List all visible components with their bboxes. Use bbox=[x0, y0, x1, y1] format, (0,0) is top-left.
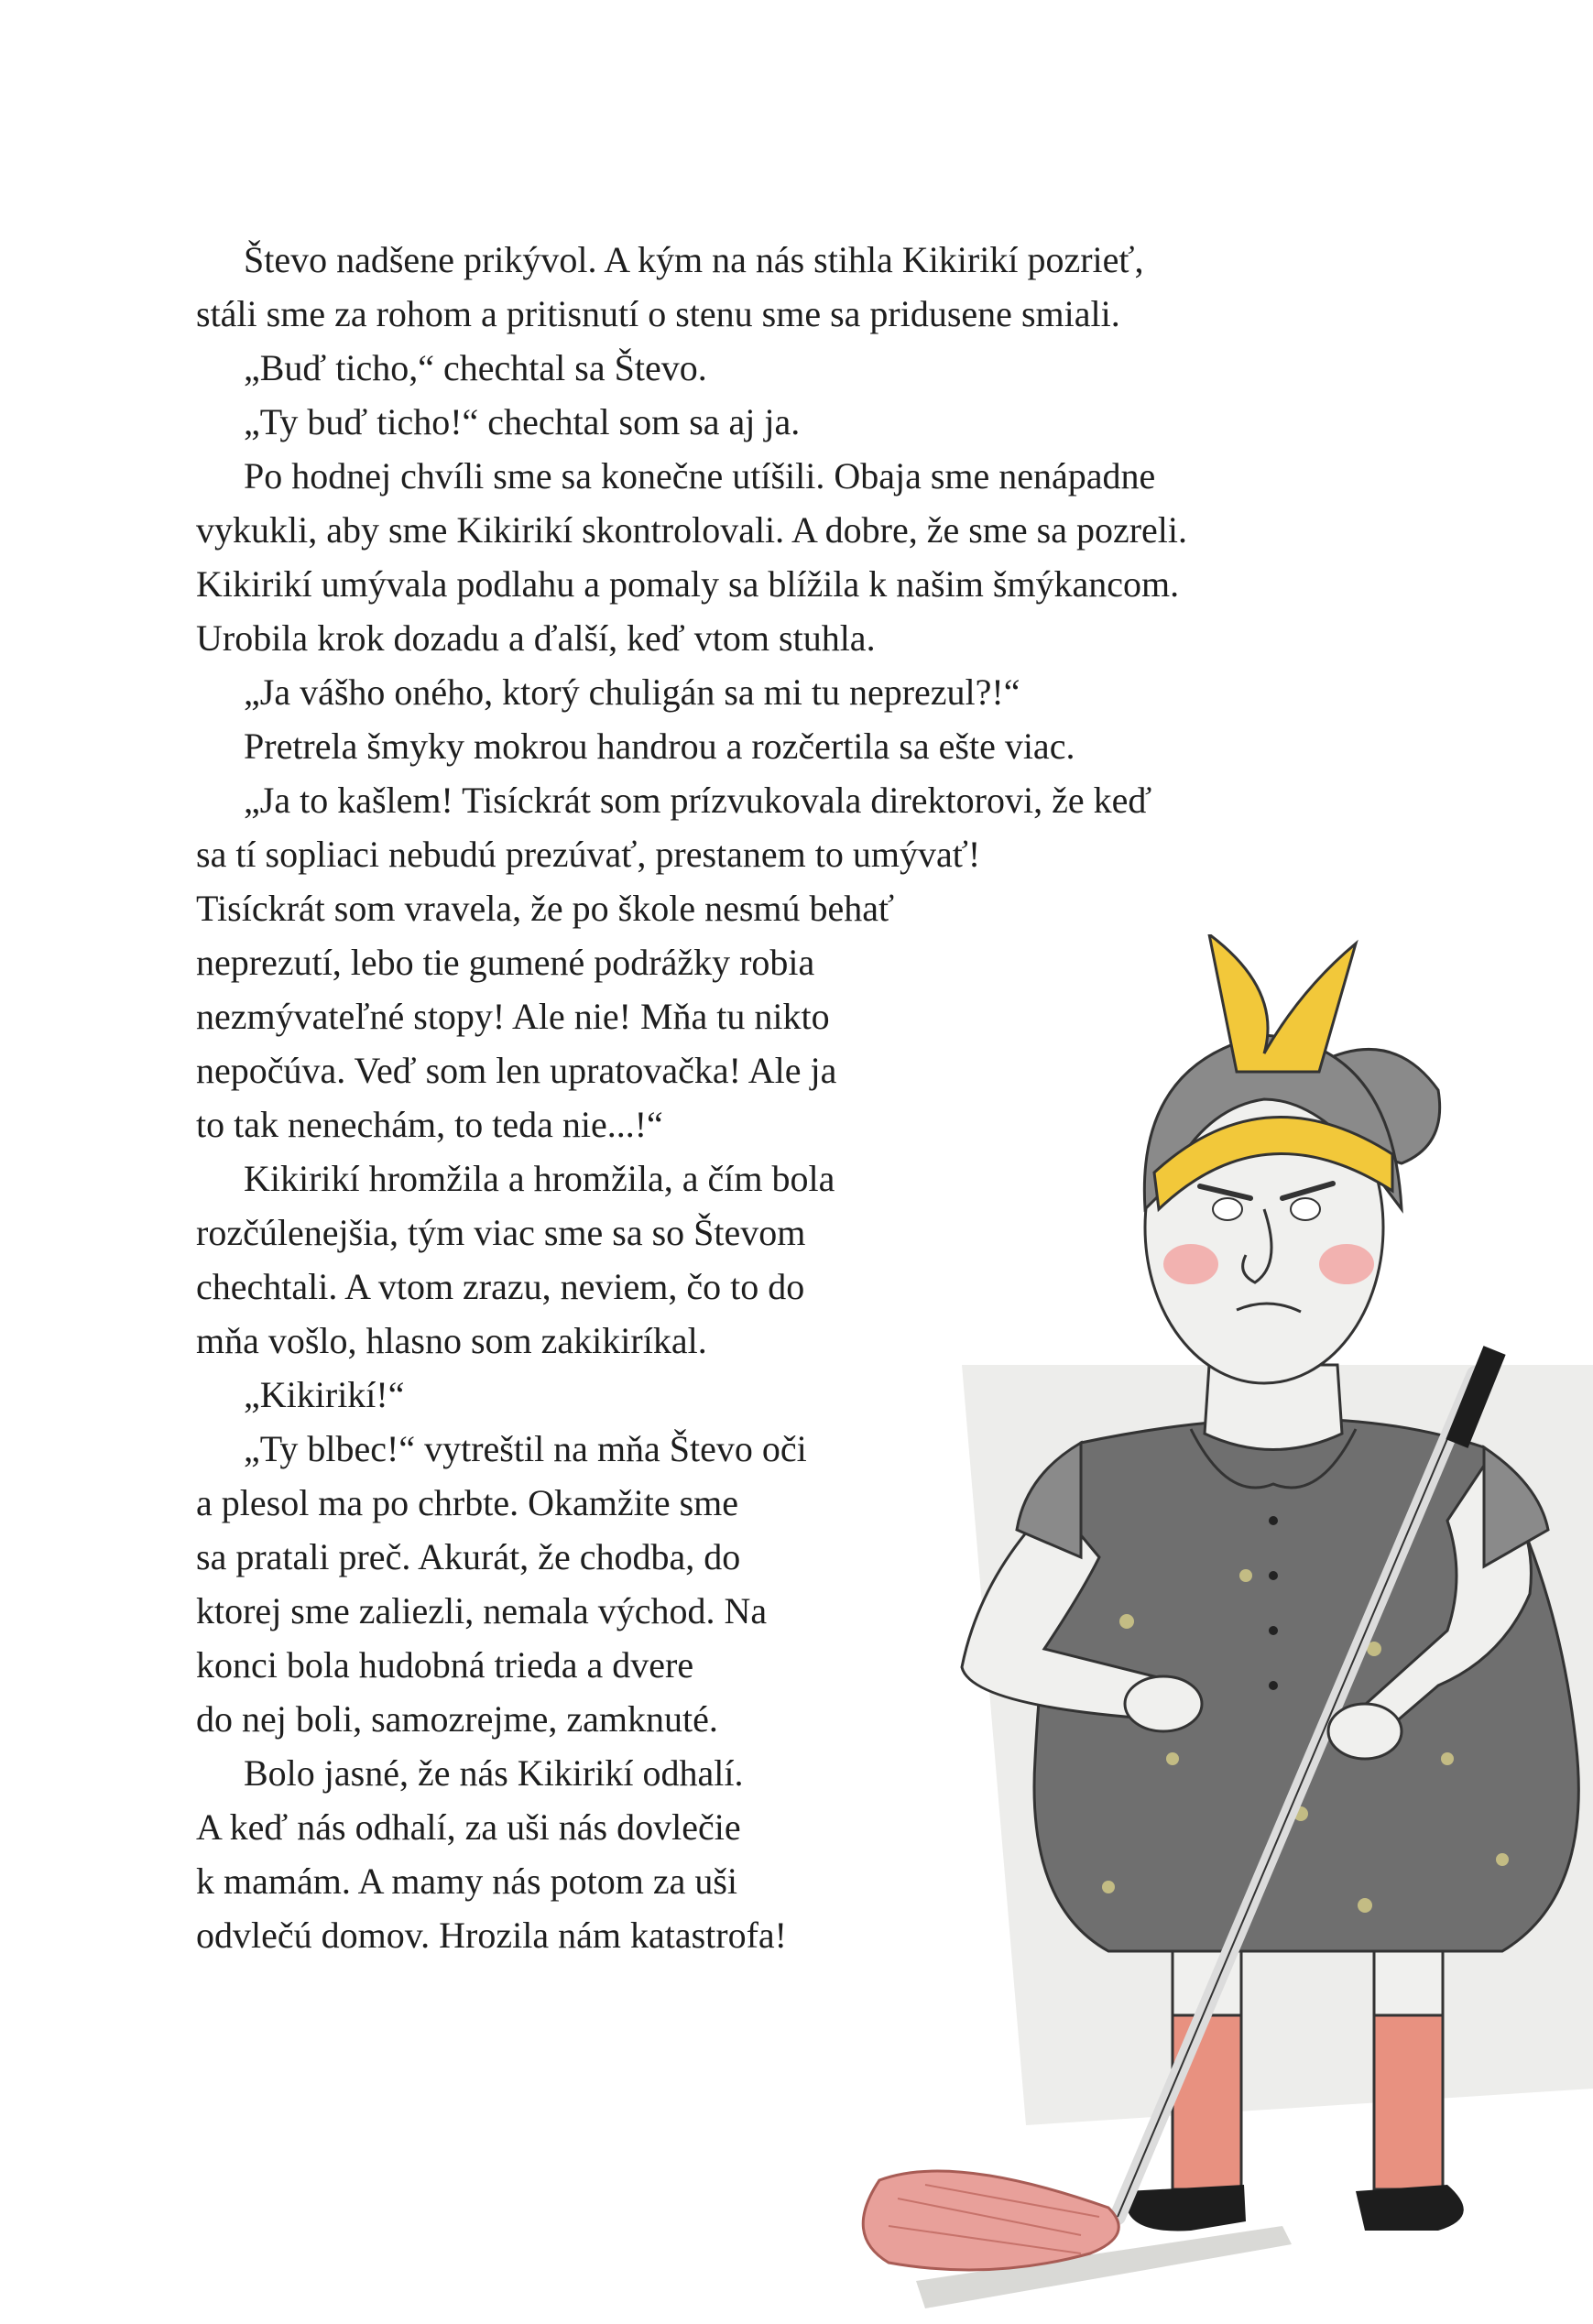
left-eye bbox=[1213, 1198, 1242, 1220]
text-line: Kikirikí umývala podlahu a pomaly sa blížila k našim šmýkancom. bbox=[196, 563, 1180, 605]
text-line: „Kikirikí!“ bbox=[244, 1374, 405, 1415]
text-line: odvlečú domov. Hrozila nám katastrofa! bbox=[196, 1915, 787, 1956]
text-line: „Ja to kašlem! Tisíckrát som prízvukovala direktorovi, že keď bbox=[244, 780, 1152, 821]
left-hand bbox=[1125, 1676, 1202, 1731]
left-sock bbox=[1173, 2015, 1241, 2189]
text-line: chechtali. A vtom zrazu, neviem, čo to do bbox=[196, 1266, 805, 1307]
text-line: k mamám. A mamy nás potom za uši bbox=[196, 1860, 738, 1902]
text-line: A keď nás odhalí, za uši nás dovlečie bbox=[196, 1806, 741, 1848]
text-line: nepočúva. Veď som len upratovačka! Ale ja bbox=[196, 1050, 837, 1091]
text-line: Bolo jasné, že nás Kikirikí odhalí. bbox=[244, 1752, 744, 1794]
text-line: „Buď ticho,“ chechtal sa Števo. bbox=[244, 347, 707, 388]
text-line: Po hodnej chvíli sme sa konečne utíšili. Obaja sme nenápadne bbox=[244, 455, 1156, 496]
right-hand bbox=[1328, 1704, 1402, 1759]
text-line: rozčúlenejšia, tým viac sme sa so Števom bbox=[196, 1212, 806, 1253]
bandana-knot bbox=[1209, 934, 1356, 1072]
right-shoe bbox=[1356, 2185, 1464, 2231]
text-line: sa pratali preč. Akurát, že chodba, do bbox=[196, 1536, 741, 1577]
right-cheek bbox=[1319, 1244, 1374, 1284]
text-line: nezmývateľné stopy! Ale nie! Mňa tu nikto bbox=[196, 996, 830, 1037]
text-line: a plesol ma po chrbte. Okamžite sme bbox=[196, 1482, 739, 1523]
text-line: „Ty blbec!“ vytreštil na mňa Števo oči bbox=[244, 1428, 807, 1469]
text-line: vykukli, aby sme Kikirikí skontrolovali. A dobre, že sme sa pozreli. bbox=[196, 509, 1188, 551]
text-line: „Ty buď ticho!“ chechtal som sa aj ja. bbox=[244, 401, 801, 442]
text-line: Tisíckrát som vravela, že po škole nesmú behať bbox=[196, 888, 895, 929]
text-line: konci bola hudobná trieda a dvere bbox=[196, 1644, 694, 1686]
mop-head bbox=[863, 2171, 1118, 2270]
right-eye bbox=[1291, 1198, 1320, 1220]
text-line: Pretrela šmyky mokrou handrou a rozčertila sa ešte viac. bbox=[244, 726, 1075, 767]
text-line: Urobila krok dozadu a ďalší, keď vtom stuhla. bbox=[196, 617, 876, 659]
text-line: Kikirikí hromžila a hromžila, a čím bola bbox=[244, 1158, 835, 1199]
text-line: ktorej sme zaliezli, nemala východ. Na bbox=[196, 1590, 768, 1631]
text-line: neprezutí, lebo tie gumené podrážky robia bbox=[196, 942, 815, 983]
text-line: Števo nadšene prikývol. A kým na nás stihla Kikirikí pozrieť, bbox=[244, 239, 1144, 280]
left-cheek bbox=[1163, 1244, 1218, 1284]
text-line: to tak nenechám, to teda nie...!“ bbox=[196, 1104, 663, 1145]
left-shoe bbox=[1126, 2185, 1246, 2231]
text-line: do nej boli, samozrejme, zamknuté. bbox=[196, 1698, 718, 1740]
text-line: mňa vošlo, hlasno som zakikiríkal. bbox=[196, 1320, 707, 1361]
text-line: „Ja vášho oného, ktorý chuligán sa mi tu neprezul?!“ bbox=[244, 671, 1020, 713]
text-line: stáli sme za rohom a pritisnutí o stenu sme sa pridusene smiali. bbox=[196, 293, 1120, 334]
cleaning-lady-illustration bbox=[806, 934, 1593, 2324]
text-line: sa tí sopliaci nebudú prezúvať, prestanem to umývať! bbox=[196, 834, 981, 875]
right-sock bbox=[1374, 2015, 1443, 2189]
